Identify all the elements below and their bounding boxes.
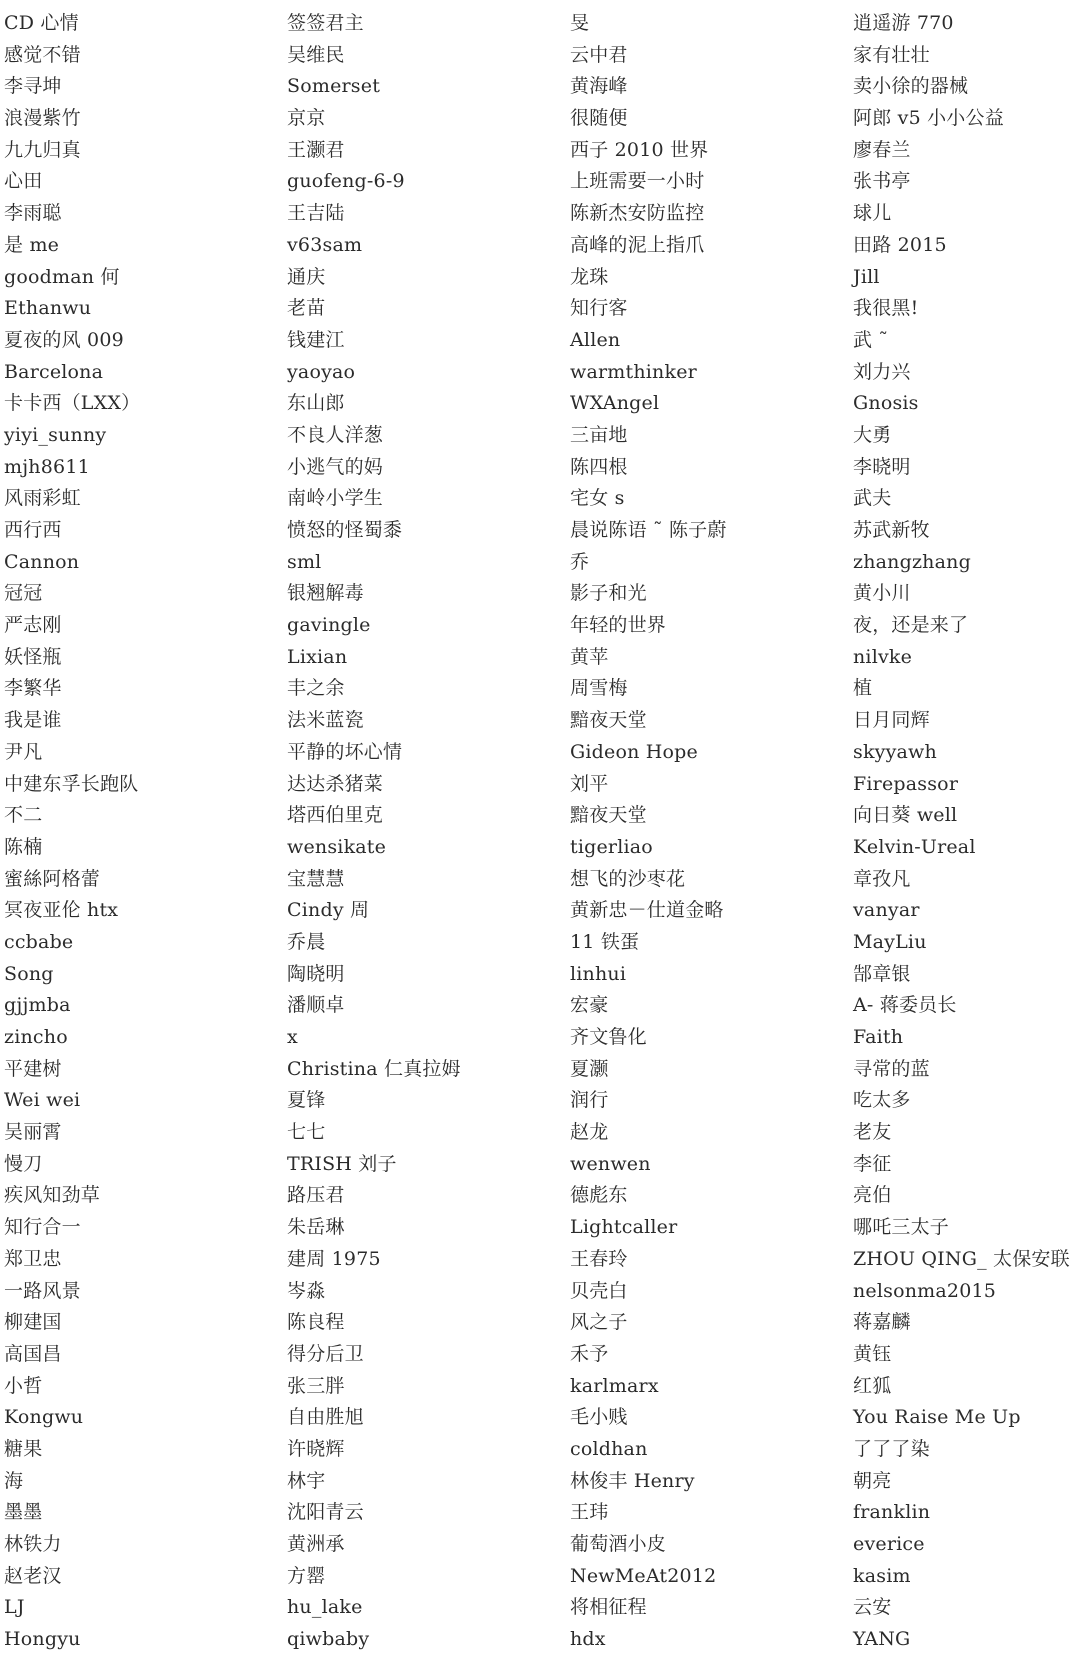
name-entry: 宅女 s bbox=[570, 487, 625, 510]
name-entry: 蜜絲阿格蕾 bbox=[4, 867, 101, 890]
name-entry: 吃太多 bbox=[853, 1089, 911, 1112]
name-entry: 李晓明 bbox=[853, 455, 911, 478]
name-entry: CD 心情 bbox=[4, 12, 79, 34]
name-entry: 七七 bbox=[287, 1121, 326, 1144]
name-entry: Barcelona bbox=[4, 360, 104, 383]
name-entry: 陈四根 bbox=[570, 455, 628, 478]
name-entry: karlmarx bbox=[570, 1374, 659, 1397]
name-entry: 塔西伯里克 bbox=[287, 804, 384, 827]
name-entry: 岑淼 bbox=[287, 1279, 326, 1302]
name-entry: skyyawh bbox=[853, 740, 937, 763]
name-entry: x bbox=[287, 1026, 298, 1048]
name-entry: Somerset bbox=[287, 75, 381, 98]
name-entry: 林宇 bbox=[287, 1469, 326, 1492]
name-entry: vanyar bbox=[853, 899, 920, 922]
name-entry: 东山郎 bbox=[287, 392, 345, 415]
name-entry: 卖小徐的器械 bbox=[853, 75, 969, 98]
name-entry: 知行合一 bbox=[4, 1216, 81, 1239]
name-entry: 哪吒三太子 bbox=[853, 1216, 950, 1239]
name-entry: 日月同辉 bbox=[853, 709, 930, 732]
name-entry: 签签君主 bbox=[287, 12, 364, 34]
name-entry: 一路风景 bbox=[4, 1279, 81, 1302]
name-entry: 中建东孚长跑队 bbox=[4, 772, 139, 795]
name-entry: Firepassor bbox=[853, 772, 959, 795]
name-entry: 陈新杰安防监控 bbox=[570, 202, 705, 225]
name-entry: hdx bbox=[570, 1628, 606, 1651]
name-entry: qiwbaby bbox=[287, 1628, 370, 1651]
name-entry: 上班需要一小时 bbox=[570, 170, 705, 193]
name-entry: 廖春兰 bbox=[853, 138, 911, 161]
name-entry: You Raise Me Up bbox=[853, 1406, 1021, 1429]
name-entry: everice bbox=[853, 1533, 925, 1555]
name-entry: 云中君 bbox=[570, 43, 628, 66]
name-entry: 老苗 bbox=[287, 297, 326, 320]
name-entry: Hongyu bbox=[4, 1628, 81, 1651]
name-entry: 球儿 bbox=[853, 202, 892, 225]
name-entry: Jill bbox=[853, 265, 880, 288]
name-entry: zincho bbox=[4, 1026, 68, 1048]
name-entry: 蒋嘉麟 bbox=[853, 1311, 911, 1334]
name-entry: YANG bbox=[853, 1628, 911, 1651]
name-entry: WXAngel bbox=[570, 392, 660, 415]
name-entry: 路压君 bbox=[287, 1184, 345, 1207]
name-entry: 禾予 bbox=[570, 1342, 609, 1365]
name-entry: 法米蓝瓷 bbox=[287, 709, 364, 732]
name-entry: 沈阳青云 bbox=[287, 1501, 364, 1524]
name-entry: 浪漫紫竹 bbox=[4, 107, 81, 130]
name-entry: 刘力兴 bbox=[853, 360, 911, 383]
name-entry: 王灏君 bbox=[287, 138, 345, 161]
name-entry: 平建树 bbox=[4, 1057, 62, 1080]
name-entry: 刘平 bbox=[570, 772, 609, 795]
name-entry: 黯夜天堂 bbox=[570, 804, 647, 827]
name-entry: 许晓辉 bbox=[287, 1437, 345, 1460]
name-entry: 黯夜天堂 bbox=[570, 709, 647, 732]
name-entry: 九九归真 bbox=[4, 138, 81, 161]
name-entry: 我是谁 bbox=[4, 709, 62, 732]
name-entry: 夜，还是来了 bbox=[853, 614, 969, 637]
name-entry: 高峰的泥上指爪 bbox=[570, 233, 705, 256]
name-entry: ZHOU QING_ 太保安联 bbox=[853, 1247, 1070, 1270]
name-entry: 我很黑! bbox=[853, 297, 919, 320]
name-entry: 11 铁蛋 bbox=[570, 930, 640, 953]
name-entry: 张书亭 bbox=[853, 170, 911, 193]
name-entry: gjjmba bbox=[4, 994, 71, 1017]
name-entry: 植 bbox=[853, 677, 873, 700]
name-entry: 影子和光 bbox=[570, 582, 647, 605]
name-entry: 三亩地 bbox=[570, 423, 628, 446]
name-entry: kasim bbox=[853, 1564, 911, 1587]
name-entry: 红狐 bbox=[853, 1374, 892, 1397]
name-entry: wenwen bbox=[570, 1152, 651, 1175]
name-entry: 宏豪 bbox=[570, 994, 609, 1017]
name-entry: Lightcaller bbox=[570, 1216, 678, 1239]
name-entry: 葡萄酒小皮 bbox=[570, 1533, 667, 1555]
name-entry: 夏灏 bbox=[570, 1057, 609, 1080]
name-entry: TRISH 刘子 bbox=[287, 1152, 397, 1175]
name-entry: 妖怪瓶 bbox=[4, 645, 62, 668]
name-entry: 严志刚 bbox=[4, 614, 62, 637]
name-entry: 宝慧慧 bbox=[287, 867, 345, 890]
name-entry: 陈良程 bbox=[287, 1311, 345, 1334]
name-entry: Wei wei bbox=[4, 1089, 81, 1112]
name-entry: 黄洲承 bbox=[287, 1533, 345, 1555]
name-entry: Faith bbox=[853, 1026, 904, 1048]
name-entry: 齐文鲁化 bbox=[570, 1026, 647, 1048]
name-entry: 苏武新牧 bbox=[853, 519, 930, 541]
name-entry: 建周 1975 bbox=[287, 1247, 381, 1270]
name-entry: Kelvin-Ureal bbox=[853, 835, 976, 858]
name-entry: Gideon Hope bbox=[570, 740, 698, 763]
name-entry: 武 ˜ bbox=[853, 328, 889, 351]
name-entry: 通庆 bbox=[287, 265, 326, 288]
name-entry: 夏锋 bbox=[287, 1089, 326, 1112]
name-entry: 章孜凡 bbox=[853, 867, 911, 890]
name-entry: wensikate bbox=[287, 835, 387, 858]
name-entry: 吴维民 bbox=[287, 43, 345, 66]
name-entry: 逍遥游 770 bbox=[853, 12, 954, 34]
name-entry: 晨说陈语 ˜ 陈子蔚 bbox=[570, 519, 727, 541]
name-entry: 海 bbox=[4, 1469, 24, 1492]
name-entry: 陈楠 bbox=[4, 835, 43, 858]
name-entry: 贝壳白 bbox=[570, 1279, 628, 1302]
name-entry: tigerliao bbox=[570, 835, 653, 858]
name-entry: 糖果 bbox=[4, 1437, 43, 1460]
name-entry: 李征 bbox=[853, 1152, 892, 1175]
name-entry: Allen bbox=[570, 328, 621, 351]
name-entry: 小哲 bbox=[4, 1374, 43, 1397]
name-entry: 不二 bbox=[4, 804, 43, 827]
name-entry: hu_lake bbox=[287, 1596, 363, 1619]
name-entry: mjh8611 bbox=[4, 455, 90, 478]
name-entry: 墨墨 bbox=[4, 1501, 43, 1524]
name-entry: nilvke bbox=[853, 645, 913, 668]
name-entry: 云安 bbox=[853, 1596, 892, 1619]
name-entry: 高国昌 bbox=[4, 1342, 62, 1365]
name-entry: 王春玲 bbox=[570, 1247, 628, 1270]
name-entry: 黄钰 bbox=[853, 1342, 892, 1365]
name-entry: 黄小川 bbox=[853, 582, 911, 605]
name-entry: 朝亮 bbox=[853, 1469, 892, 1492]
name-entry: 潘顺卓 bbox=[287, 994, 345, 1017]
name-entry: 亮伯 bbox=[853, 1184, 892, 1207]
name-entry: 想飞的沙枣花 bbox=[570, 867, 686, 890]
name-entry: 张三胖 bbox=[287, 1374, 345, 1397]
name-entry: 黄新忠－仕道金略 bbox=[570, 899, 724, 922]
name-entry: Kongwu bbox=[4, 1406, 84, 1429]
name-entry: 周雪梅 bbox=[570, 677, 628, 700]
name-entry: 向日葵 well bbox=[853, 804, 958, 827]
name-entry: 小逃气的妈 bbox=[287, 455, 384, 478]
name-entry: 愤怒的怪蜀黍 bbox=[287, 519, 403, 541]
name-entry: 卡卡西（LXX） bbox=[4, 392, 141, 415]
name-entry: 黄海峰 bbox=[570, 75, 628, 98]
name-entry: 德彪东 bbox=[570, 1184, 628, 1207]
name-list-grid bbox=[4, 8, 1080, 1656]
name-entry: franklin bbox=[853, 1501, 931, 1524]
name-entry: 将相征程 bbox=[570, 1596, 647, 1619]
name-entry: 李雨聪 bbox=[4, 202, 62, 225]
name-entry: 疾风知劲草 bbox=[4, 1184, 101, 1207]
name-entry: goodman 何 bbox=[4, 265, 120, 288]
name-entry: 田路 2015 bbox=[853, 233, 947, 256]
name-entry: A- 蒋委员长 bbox=[853, 994, 957, 1017]
name-entry: guofeng-6-9 bbox=[287, 170, 405, 193]
name-entry: 旻 bbox=[570, 12, 590, 34]
name-entry: 郑卫忠 bbox=[4, 1247, 62, 1270]
name-entry: 李繁华 bbox=[4, 677, 62, 700]
name-entry: 夏夜的风 009 bbox=[4, 328, 124, 351]
name-entry: v63sam bbox=[287, 233, 363, 256]
name-entry: 乔晨 bbox=[287, 930, 326, 953]
name-entry: sml bbox=[287, 550, 322, 573]
name-entry: zhangzhang bbox=[853, 550, 971, 573]
name-entry: 南岭小学生 bbox=[287, 487, 384, 510]
name-entry: 风雨彩虹 bbox=[4, 487, 81, 510]
name-entry: 李寻坤 bbox=[4, 75, 62, 98]
name-entry: NewMeAt2012 bbox=[570, 1564, 717, 1587]
name-entry: yiyi_sunny bbox=[4, 423, 107, 446]
name-entry: 黄苹 bbox=[570, 645, 609, 668]
name-entry: 武夫 bbox=[853, 487, 892, 510]
name-entry: LJ bbox=[4, 1596, 25, 1619]
name-entry: 很随便 bbox=[570, 107, 628, 130]
name-entry: yaoyao bbox=[287, 360, 356, 383]
name-entry: 乔 bbox=[570, 550, 590, 573]
name-entry: Song bbox=[4, 962, 54, 985]
name-entry: 尹凡 bbox=[4, 740, 43, 763]
name-entry: 方罂 bbox=[287, 1564, 326, 1587]
name-entry: 冥夜亚伦 htx bbox=[4, 899, 119, 922]
name-entry: 老友 bbox=[853, 1121, 892, 1144]
name-entry: 朱岳琳 bbox=[287, 1216, 345, 1239]
name-entry: 银翘解毒 bbox=[287, 582, 364, 605]
name-entry: warmthinker bbox=[570, 360, 697, 383]
name-entry: Christina 仁真拉姆 bbox=[287, 1057, 461, 1080]
name-entry: 不良人洋葱 bbox=[287, 423, 384, 446]
name-entry: 陶晓明 bbox=[287, 962, 345, 985]
name-entry: nelsonma2015 bbox=[853, 1279, 997, 1302]
name-entry: 毛小贱 bbox=[570, 1406, 628, 1429]
name-entry: 王玮 bbox=[570, 1501, 609, 1524]
name-entry: Cannon bbox=[4, 550, 80, 573]
name-entry: 龙珠 bbox=[570, 265, 609, 288]
name-entry: 冠冠 bbox=[4, 582, 43, 605]
name-entry: 风之子 bbox=[570, 1311, 628, 1334]
name-entry: 寻常的蓝 bbox=[853, 1057, 930, 1080]
name-entry: 赵老汉 bbox=[4, 1564, 62, 1587]
name-entry: coldhan bbox=[570, 1437, 648, 1460]
name-entry: 了了了染 bbox=[853, 1437, 930, 1460]
name-entry: 阿郎 v5 小小公益 bbox=[853, 107, 1004, 130]
name-entry: 心田 bbox=[4, 170, 43, 193]
name-entry: MayLiu bbox=[853, 930, 927, 953]
name-entry: 达达杀猪菜 bbox=[287, 772, 384, 795]
name-entry: ccbabe bbox=[4, 930, 74, 953]
name-entry: 钱建江 bbox=[287, 328, 345, 351]
name-entry: 年轻的世界 bbox=[570, 614, 667, 637]
name-entry: 自由胜旭 bbox=[287, 1406, 364, 1429]
name-entry: 吴丽霄 bbox=[4, 1121, 62, 1144]
name-entry: 王吉陆 bbox=[287, 202, 345, 225]
name-entry: Ethanwu bbox=[4, 297, 92, 320]
name-entry: 柳建国 bbox=[4, 1311, 62, 1334]
name-entry: 赵龙 bbox=[570, 1121, 609, 1144]
name-entry: 大勇 bbox=[853, 423, 892, 446]
name-entry: Cindy 周 bbox=[287, 899, 370, 922]
name-entry: linhui bbox=[570, 962, 627, 985]
name-entry: 得分后卫 bbox=[287, 1342, 364, 1365]
name-entry: gavingle bbox=[287, 614, 371, 637]
name-entry: 丰之余 bbox=[287, 677, 345, 700]
name-entry: 感觉不错 bbox=[4, 43, 81, 66]
name-entry: 郜章银 bbox=[853, 962, 911, 985]
name-entry: 家有壮壮 bbox=[853, 43, 930, 66]
name-entry: 林俊丰 Henry bbox=[570, 1469, 695, 1492]
name-entry: 慢刀 bbox=[4, 1152, 43, 1175]
name-entry: Gnosis bbox=[853, 392, 919, 415]
name-entry: 平静的坏心情 bbox=[287, 740, 403, 763]
name-entry: 是 me bbox=[4, 233, 60, 256]
name-entry: Lixian bbox=[287, 645, 348, 668]
name-entry: 西行西 bbox=[4, 519, 62, 541]
name-entry: 知行客 bbox=[570, 297, 628, 320]
name-entry: 西子 2010 世界 bbox=[570, 138, 709, 161]
name-entry: 京京 bbox=[287, 107, 326, 130]
name-entry: 润行 bbox=[570, 1089, 609, 1112]
name-entry: 林铁力 bbox=[4, 1533, 62, 1555]
